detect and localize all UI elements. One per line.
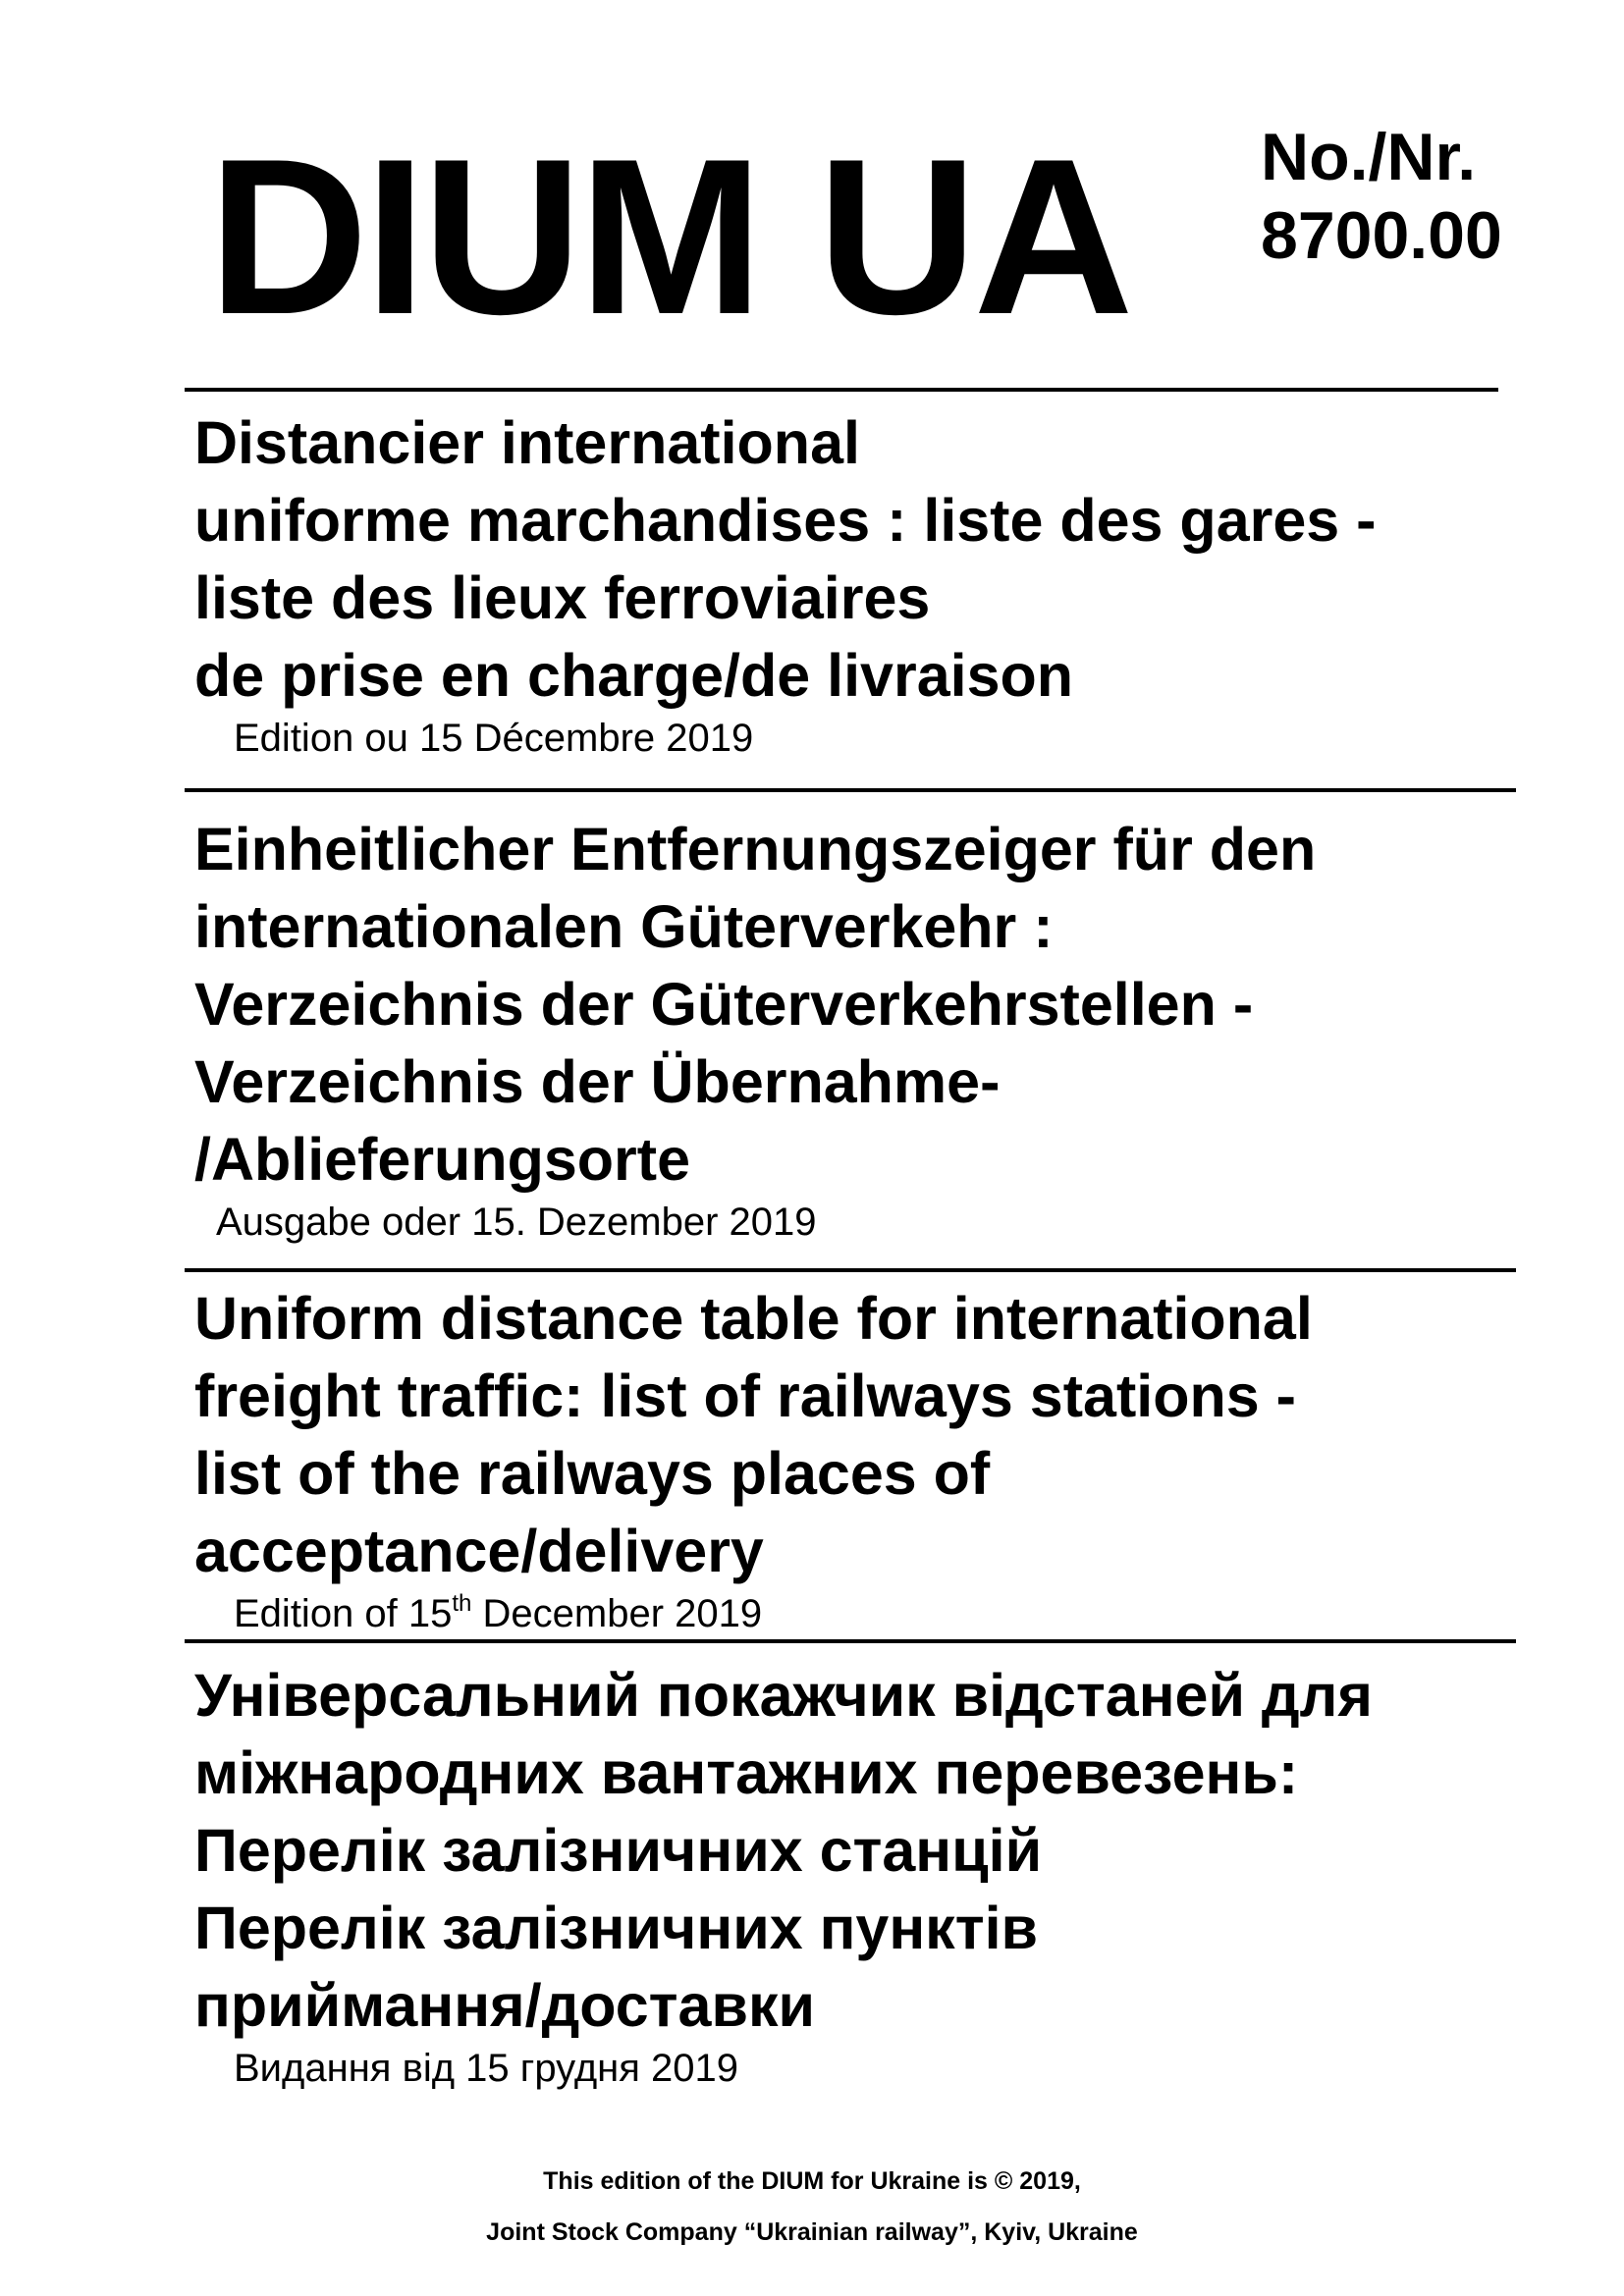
title-line: міжнародних вантажних перевезень:	[194, 1739, 1299, 1806]
divider-line	[185, 388, 1498, 392]
section-title-french	[194, 404, 1510, 715]
title-line: Einheitlicher Entfernungszeiger für den	[194, 816, 1317, 882]
copyright-line: Joint Stock Company “Ukrainian railway”, Kyiv, Ukraine	[486, 2218, 1138, 2246]
title-line: list of the railways places of	[194, 1440, 991, 1507]
divider-line	[185, 788, 1516, 792]
section-german	[194, 811, 1510, 1246]
section-french	[194, 404, 1510, 762]
copyright-line: This edition of the DIUM for Ukraine is © 2019,	[543, 2167, 1081, 2195]
title-line: internationalen Güterverkehr :	[194, 893, 1054, 960]
title-line: Uniform distance table for international	[194, 1285, 1313, 1352]
title-line: Verzeichnis der Übernahme-	[194, 1048, 1001, 1115]
section-title-german	[194, 811, 1510, 1199]
title-line: Перелік залізничних станцій	[194, 1817, 1043, 1884]
copyright-notice	[0, 2156, 1624, 2258]
edition-date-ukrainian: Видання від 15 грудня 2019	[234, 2047, 739, 2090]
edition-date-french: Edition ou 15 Décembre 2019	[234, 717, 754, 760]
title-line: freight traffic: list of railways stations -	[194, 1362, 1296, 1429]
document-number-value: 8700.00	[1261, 198, 1502, 273]
title-line: Distancier international	[194, 409, 860, 476]
section-title-ukrainian	[194, 1657, 1510, 2045]
title-line: /Ablieferungsorte	[194, 1126, 691, 1193]
title-line: Перелік залізничних пунктів	[194, 1895, 1039, 1961]
section-title-english	[194, 1280, 1510, 1590]
title-line: Verzeichnis der Güterverkehrstellen -	[194, 971, 1254, 1038]
edition-ordinal-suffix: th	[452, 1590, 472, 1617]
title-line: acceptance/delivery	[194, 1518, 764, 1584]
edition-date-english	[194, 1590, 1510, 1637]
edition-date-german: Ausgabe oder 15. Dezember 2019	[216, 1201, 817, 1244]
title-line: приймання/доставки	[194, 1972, 816, 2039]
document-number	[1261, 118, 1502, 275]
section-ukrainian	[194, 1657, 1510, 2092]
divider-line	[185, 1639, 1516, 1643]
document-number-label: No./Nr.	[1261, 120, 1477, 194]
title-line: de prise en charge/de livraison	[194, 642, 1074, 709]
edition-text-end: December 2019	[471, 1592, 763, 1635]
section-english	[194, 1280, 1510, 1637]
edition-text-start: Edition of 15	[234, 1592, 453, 1635]
divider-line	[185, 1268, 1516, 1272]
title-line: uniforme marchandises : liste des gares -	[194, 487, 1377, 554]
title-line: Універсальний покажчик відстаней для	[194, 1662, 1373, 1729]
title-line: liste des lieux ferroviaires	[194, 564, 931, 631]
document-title: DIUM UA	[208, 112, 1130, 360]
